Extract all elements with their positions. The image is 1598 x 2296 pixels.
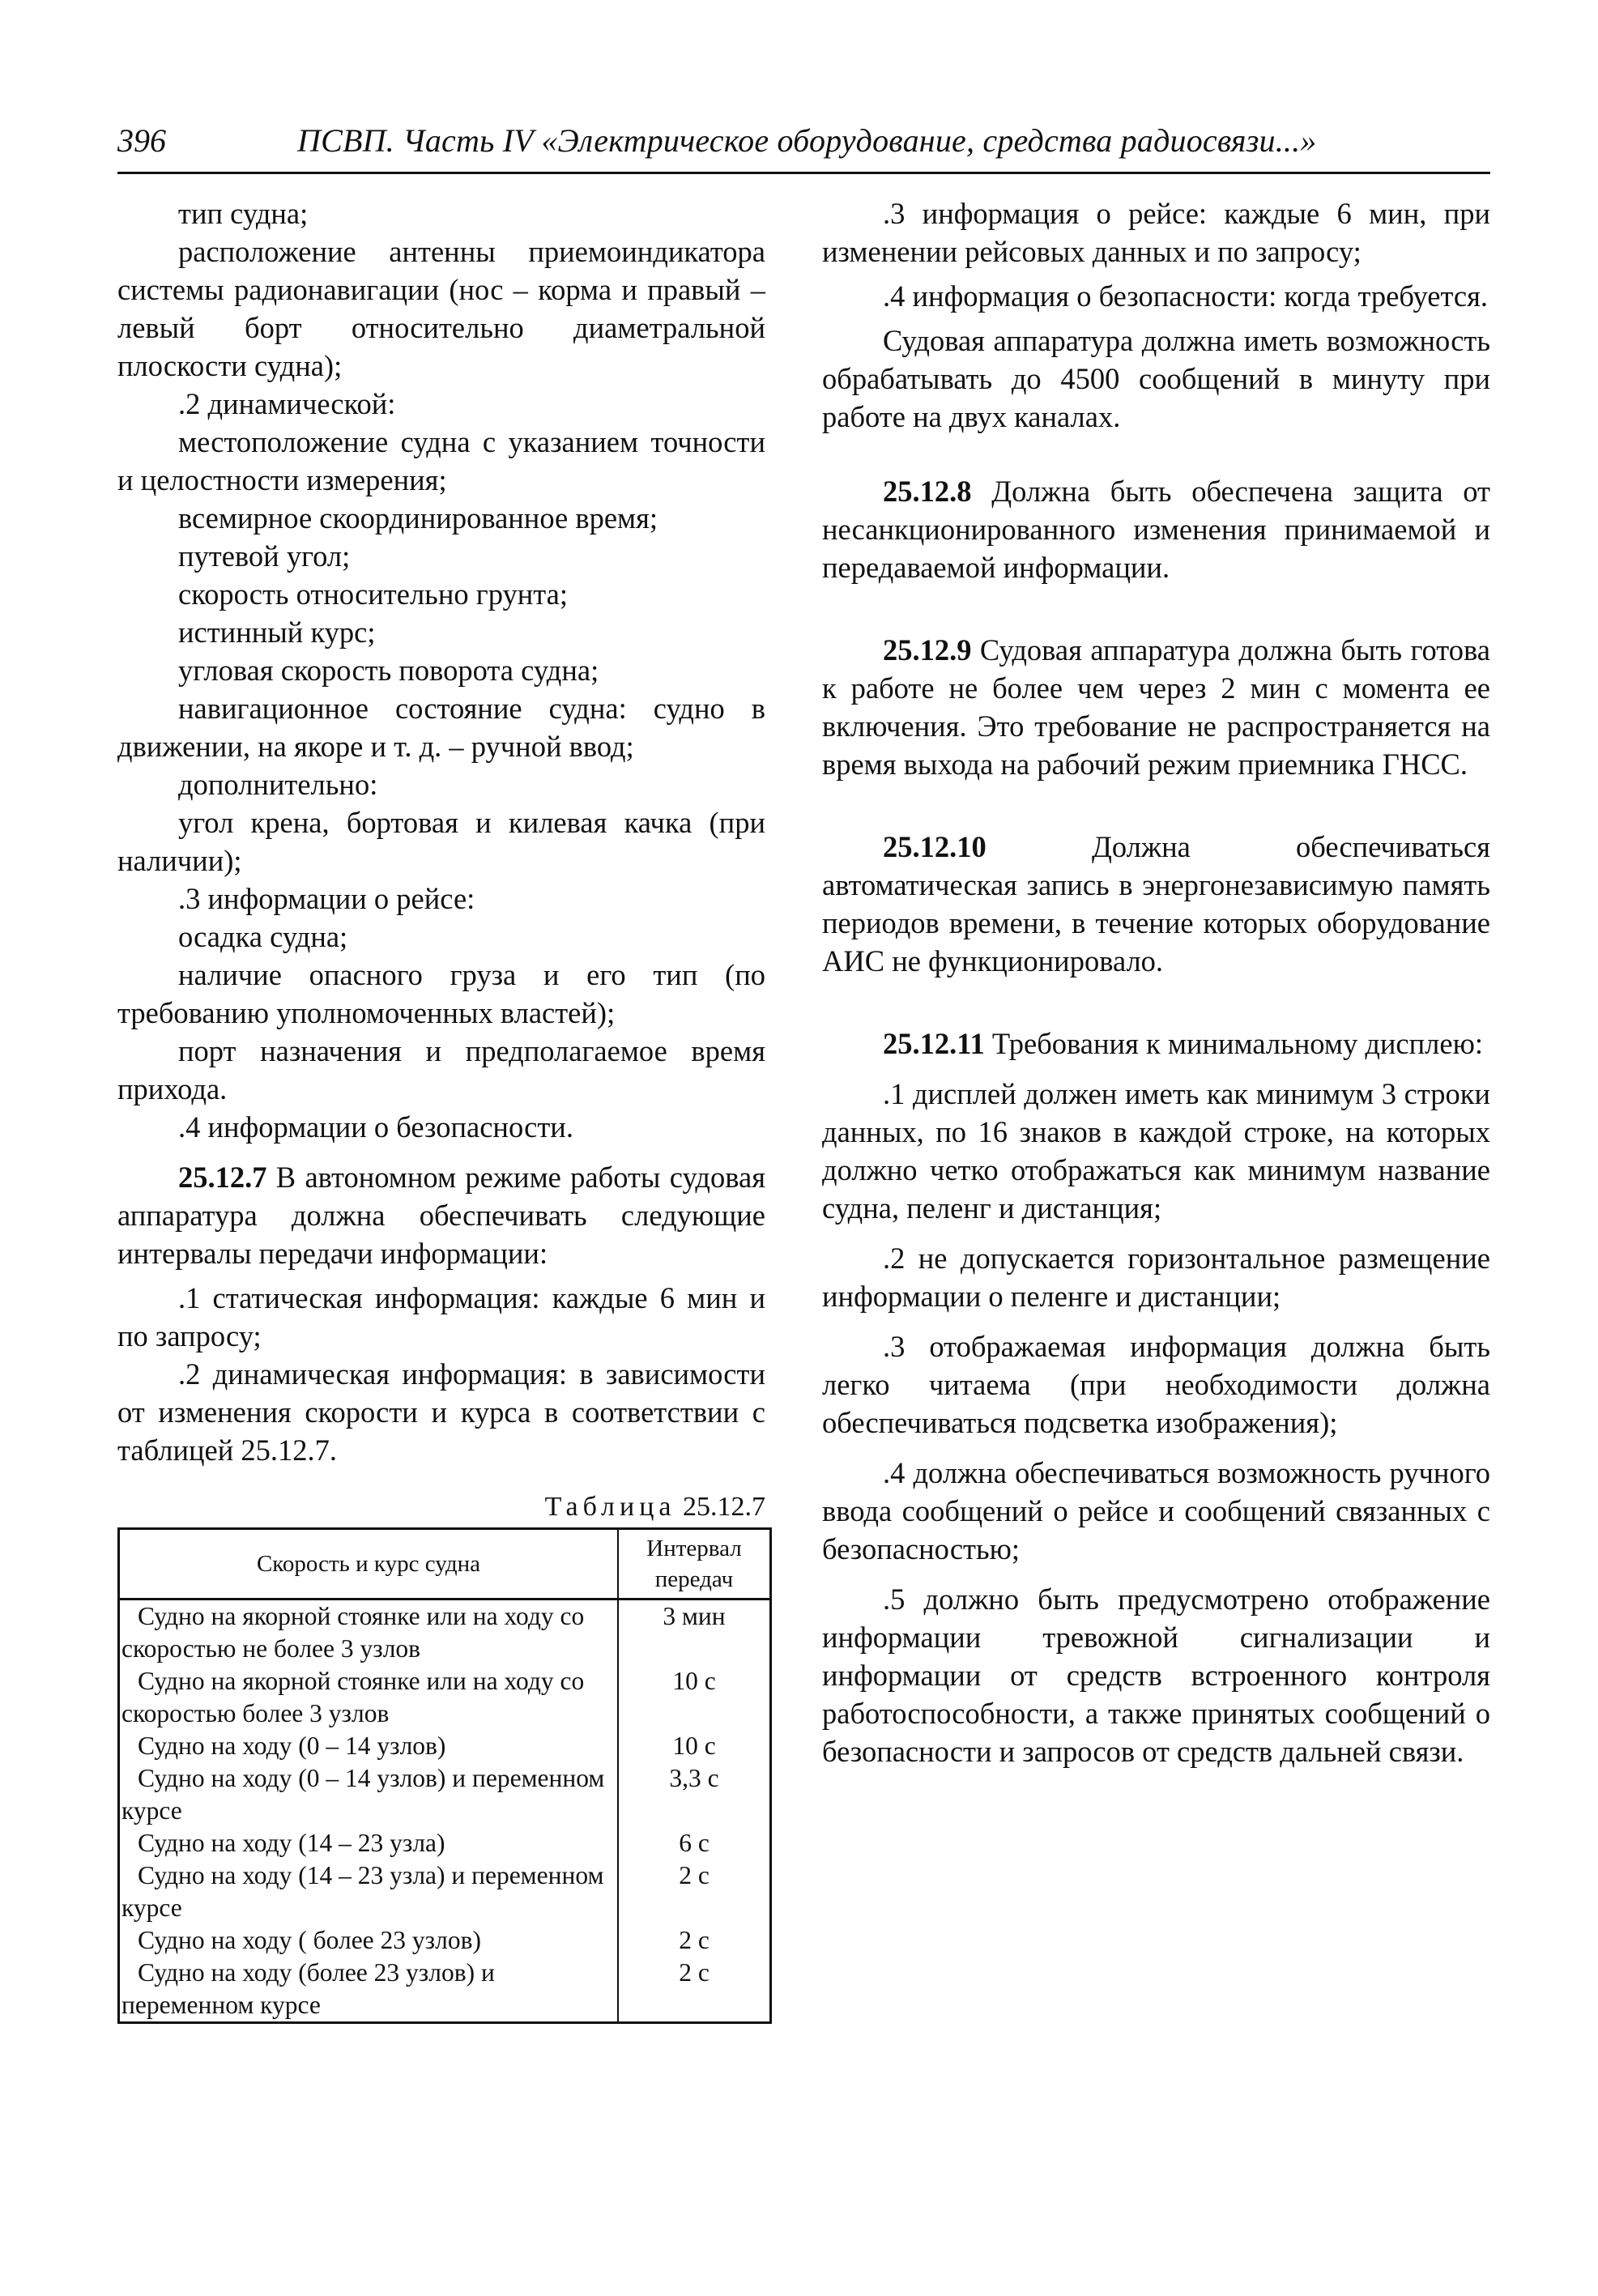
list-item: .3 отображаемая информация должна быть легко читаема (при необходимости должна обеспечиваться подсветка изображения); [822,1330,1490,1439]
transmission-interval-table [117,1527,772,2024]
left-column [117,194,765,2024]
paragraph: порт назначения и предполагаемое время прихода. [117,1034,765,1105]
paragraph: дополнительно: [178,768,378,801]
table-cell: Судно на якорной стоянке или на ходу со скоростью более 3 узлов [119,1665,619,1730]
table-header-interval: Интервал передач [618,1529,771,1600]
list-item: .2 не допускается горизонтальное размещение информации о пеленге и дистанции; [822,1242,1490,1313]
table-cell: 6 с [618,1827,771,1859]
section-text: Должна быть обеспечена защита от несанкционированного изменения принимаемой и передаваемой информации. [822,475,1490,584]
table-cell: Судно на ходу (0 – 14 узлов) [119,1730,619,1762]
paragraph: Судовая аппаратура должна иметь возможность обрабатывать до 4500 сообщений в минуту при работе на двух каналах. [822,324,1490,433]
paragraph: расположение антенны приемоиндикатора системы радионавигации (нос – корма и правый – левый борт относительно диаметральной плоскости судна); [117,235,765,382]
section-text: В автономном режиме работы судовая аппаратура должна обеспечивать следующие интервалы передачи информации: [117,1161,765,1270]
section-25-12-11 [822,1024,1490,1063]
paragraph: угол крена, бортовая и килевая качка (при наличии); [117,806,765,877]
table-cell: Судно на якорной стоянке или на ходу со скоростью не более 3 узлов [119,1600,619,1666]
list-item: .1 дисплей должен иметь как минимум 3 строки данных, по 16 знаков в каждой строке, на которых должно четко отображаться как минимум название судна, пеленг и дистанция; [822,1077,1490,1225]
paragraph: .3 информации о рейсе: [178,882,475,915]
list-item: .3 информация о рейсе: каждые 6 мин, при изменении рейсовых данных и по запросу; [822,197,1490,268]
table-cell: 3 мин [618,1600,771,1666]
paragraph: всемирное скоординированное время; [178,501,658,535]
list-item: .2 динамическая информация: в зависимости от изменения скорости и курса в соответствии с таблицей 25.12.7. [117,1357,765,1467]
paragraph: скорость относительно грунта; [178,577,568,611]
table-row [119,1600,771,1666]
table-cell: 2 с [618,1957,771,2023]
table-cell: 3,3 с [618,1762,771,1827]
table-caption [117,1490,765,1524]
paragraph: .2 динамической: [178,387,396,420]
paragraph: местоположение судна с указанием точности и целостности измерения; [117,425,765,496]
list-item: .4 должна обеспечиваться возможность ручного ввода сообщений о рейсе и сообщений связанных с безопасностью; [822,1456,1490,1565]
section-25-12-9 [822,631,1490,783]
table-header-speed-course: Скорость и курс судна [119,1529,619,1600]
list-item: .4 информация о безопасности: когда требуется. [883,279,1489,313]
table-caption-number: 25.12.7 [683,1492,765,1522]
paragraph: угловая скорость поворота судна; [178,654,599,687]
table-row [119,1827,771,1859]
table-row [119,1730,771,1762]
table-cell: Судно на ходу (14 – 23 узла) [119,1827,619,1859]
section-25-12-8 [822,472,1490,586]
table-row [119,1957,771,2023]
table-cell: 10 с [618,1730,771,1762]
section-number: 25.12.10 [883,830,986,863]
table-cell: 10 с [618,1665,771,1730]
page-number: 396 [117,122,166,159]
section-number: 25.12.7 [178,1161,267,1194]
page-header [117,118,1490,174]
paragraph: наличие опасного груза и его тип (по требованию уполномоченных властей); [117,958,765,1029]
section-25-12-7 [117,1158,765,1272]
paragraph: осадка судна; [178,920,348,953]
list-item: .1 статическая информация: каждые 6 мин и по запросу; [117,1281,765,1352]
running-title: ПСВП. Часть IV «Электрическое оборудование, средства радиосвязи...» [297,122,1317,159]
table-cell: Судно на ходу ( более 23 узлов) [119,1924,619,1957]
table-caption-word: Таблица [544,1492,676,1522]
table-row [119,1924,771,1957]
paragraph: тип судна; [178,197,309,230]
table-cell: 2 с [618,1924,771,1957]
right-column [822,194,1490,1770]
section-25-12-10 [822,828,1490,980]
table-row [119,1762,771,1827]
section-text: Требования к минимальному дисплею: [984,1027,1483,1060]
paragraph: навигационное состояние судна: судно в движении, на якоре и т. д. – ручной ввод; [117,692,765,763]
table-cell: Судно на ходу (более 23 узлов) и переменном курсе [119,1957,619,2023]
paragraph: .4 информации о безопасности. [178,1110,573,1144]
section-number: 25.12.8 [883,475,972,508]
table-cell: 2 с [618,1859,771,1924]
table-row [119,1859,771,1924]
table-row [119,1665,771,1730]
section-text: Должна обеспечиваться автоматическая запись в энергонезависимую память периодов времени, в течение которых оборудование АИС не функционировало. [822,830,1490,978]
section-text: Судовая аппаратура должна быть готова к работе не более чем через 2 мин с момента ее включения. Это требование не распространяется на время выхода на рабочий режим приемника ГНСС. [822,633,1490,781]
table-cell: Судно на ходу (14 – 23 узла) и переменном курсе [119,1859,619,1924]
list-item: .5 должно быть предусмотрено отображение информации тревожной сигнализации и информации от средств встроенного контроля работоспособности, а также принятых сообщений о безопасности и запросов от средств дальней связи. [822,1582,1490,1768]
section-number: 25.12.9 [883,633,972,667]
paragraph: путевой угол; [178,539,351,573]
table-cell: Судно на ходу (0 – 14 узлов) и переменном курсе [119,1762,619,1827]
table-header-row [119,1529,771,1600]
section-number: 25.12.11 [883,1027,985,1060]
paragraph: истинный курс; [178,616,376,649]
